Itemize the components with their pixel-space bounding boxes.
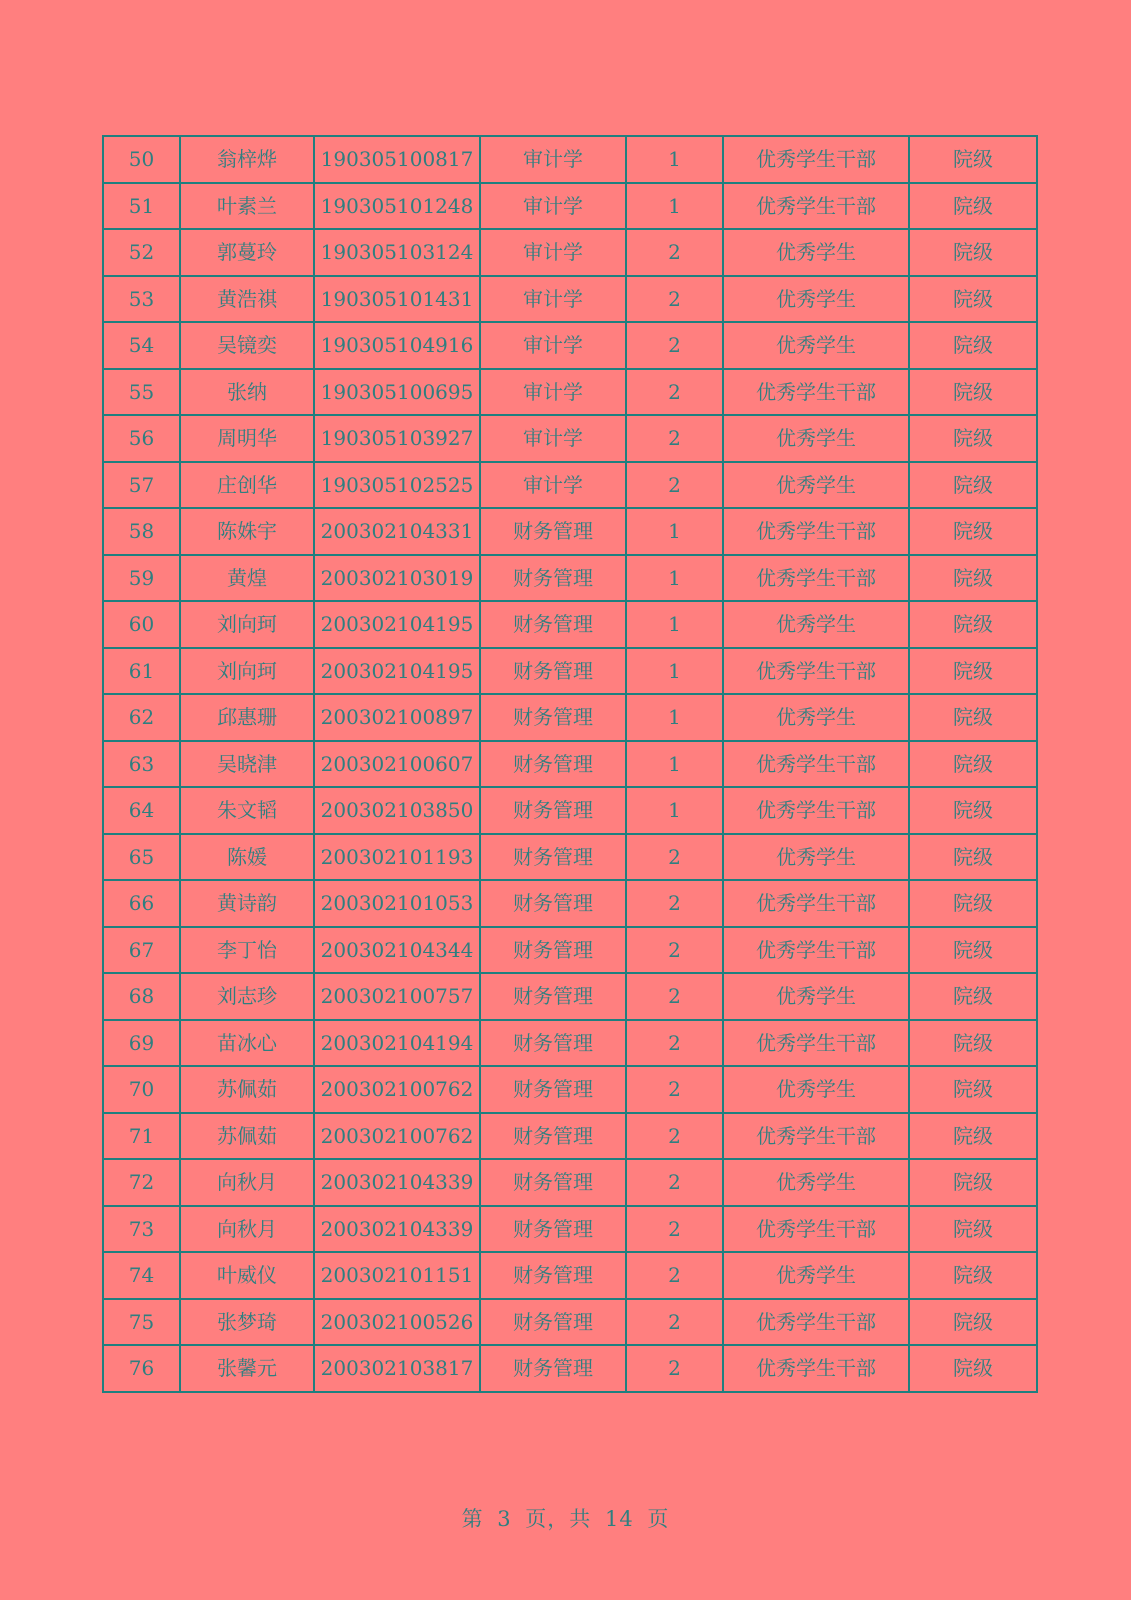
row-number-cell: 64 bbox=[103, 787, 180, 834]
major-cell: 财务管理 bbox=[480, 1159, 626, 1206]
student-name-cell: 张纳 bbox=[180, 369, 314, 416]
student-name-cell: 叶威仪 bbox=[180, 1252, 314, 1299]
student-id-cell: 190305104916 bbox=[314, 322, 480, 369]
student-id-cell: 190305100817 bbox=[314, 136, 480, 183]
table-row bbox=[103, 694, 1037, 741]
table-row bbox=[103, 183, 1037, 230]
row-number-cell: 55 bbox=[103, 369, 180, 416]
row-number-cell: 70 bbox=[103, 1066, 180, 1113]
major-cell: 财务管理 bbox=[480, 1299, 626, 1346]
student-name-cell: 张馨元 bbox=[180, 1345, 314, 1392]
table-row bbox=[103, 741, 1037, 788]
major-cell: 财务管理 bbox=[480, 927, 626, 974]
student-id-cell: 200302101053 bbox=[314, 880, 480, 927]
table-row bbox=[103, 1020, 1037, 1067]
grade-level-cell: 2 bbox=[626, 1159, 723, 1206]
student-name-cell: 朱文韬 bbox=[180, 787, 314, 834]
award-level-cell: 院级 bbox=[909, 276, 1037, 323]
row-number-cell: 62 bbox=[103, 694, 180, 741]
major-cell: 审计学 bbox=[480, 183, 626, 230]
major-cell: 财务管理 bbox=[480, 741, 626, 788]
award-level-cell: 院级 bbox=[909, 462, 1037, 509]
table-row bbox=[103, 1113, 1037, 1160]
student-id-cell: 200302104331 bbox=[314, 508, 480, 555]
student-name-cell: 刘志珍 bbox=[180, 973, 314, 1020]
award-level-cell: 院级 bbox=[909, 369, 1037, 416]
table-row bbox=[103, 1299, 1037, 1346]
major-cell: 财务管理 bbox=[480, 1020, 626, 1067]
major-cell: 财务管理 bbox=[480, 1206, 626, 1253]
row-number-cell: 69 bbox=[103, 1020, 180, 1067]
grade-level-cell: 2 bbox=[626, 1252, 723, 1299]
award-level-cell: 院级 bbox=[909, 787, 1037, 834]
grade-level-cell: 2 bbox=[626, 880, 723, 927]
major-cell: 财务管理 bbox=[480, 694, 626, 741]
award-title-cell: 优秀学生 bbox=[723, 694, 909, 741]
award-title-cell: 优秀学生干部 bbox=[723, 648, 909, 695]
row-number-cell: 67 bbox=[103, 927, 180, 974]
grade-level-cell: 1 bbox=[626, 787, 723, 834]
award-title-cell: 优秀学生 bbox=[723, 1066, 909, 1113]
table-row bbox=[103, 369, 1037, 416]
award-level-cell: 院级 bbox=[909, 973, 1037, 1020]
award-title-cell: 优秀学生干部 bbox=[723, 136, 909, 183]
grade-level-cell: 2 bbox=[626, 369, 723, 416]
row-number-cell: 76 bbox=[103, 1345, 180, 1392]
student-name-cell: 向秋月 bbox=[180, 1206, 314, 1253]
student-name-cell: 苏佩茹 bbox=[180, 1113, 314, 1160]
award-title-cell: 优秀学生 bbox=[723, 973, 909, 1020]
row-number-cell: 52 bbox=[103, 229, 180, 276]
award-level-cell: 院级 bbox=[909, 1113, 1037, 1160]
grade-level-cell: 1 bbox=[626, 508, 723, 555]
student-name-cell: 苏佩茹 bbox=[180, 1066, 314, 1113]
student-name-cell: 李丁怡 bbox=[180, 927, 314, 974]
award-level-cell: 院级 bbox=[909, 1345, 1037, 1392]
student-name-cell: 刘向珂 bbox=[180, 648, 314, 695]
grade-level-cell: 2 bbox=[626, 1345, 723, 1392]
student-id-cell: 200302100897 bbox=[314, 694, 480, 741]
student-name-cell: 黄诗韵 bbox=[180, 880, 314, 927]
student-name-cell: 郭蔓玲 bbox=[180, 229, 314, 276]
award-title-cell: 优秀学生干部 bbox=[723, 183, 909, 230]
award-title-cell: 优秀学生干部 bbox=[723, 1206, 909, 1253]
student-id-cell: 200302100607 bbox=[314, 741, 480, 788]
page-footer: 第 3 页，共 14 页 bbox=[461, 1507, 670, 1531]
student-name-cell: 陈姝宇 bbox=[180, 508, 314, 555]
major-cell: 财务管理 bbox=[480, 1345, 626, 1392]
award-table bbox=[102, 135, 1038, 1393]
row-number-cell: 73 bbox=[103, 1206, 180, 1253]
table-row bbox=[103, 1159, 1037, 1206]
row-number-cell: 71 bbox=[103, 1113, 180, 1160]
award-level-cell: 院级 bbox=[909, 927, 1037, 974]
student-id-cell: 190305101431 bbox=[314, 276, 480, 323]
row-number-cell: 50 bbox=[103, 136, 180, 183]
student-name-cell: 陈媛 bbox=[180, 834, 314, 881]
student-name-cell: 吴晓津 bbox=[180, 741, 314, 788]
award-title-cell: 优秀学生 bbox=[723, 1159, 909, 1206]
major-cell: 审计学 bbox=[480, 276, 626, 323]
grade-level-cell: 2 bbox=[626, 276, 723, 323]
major-cell: 财务管理 bbox=[480, 508, 626, 555]
student-name-cell: 黄煌 bbox=[180, 555, 314, 602]
row-number-cell: 66 bbox=[103, 880, 180, 927]
award-title-cell: 优秀学生 bbox=[723, 834, 909, 881]
award-title-cell: 优秀学生干部 bbox=[723, 1020, 909, 1067]
student-name-cell: 邱惠珊 bbox=[180, 694, 314, 741]
grade-level-cell: 2 bbox=[626, 834, 723, 881]
grade-level-cell: 1 bbox=[626, 183, 723, 230]
major-cell: 审计学 bbox=[480, 462, 626, 509]
grade-level-cell: 2 bbox=[626, 229, 723, 276]
row-number-cell: 57 bbox=[103, 462, 180, 509]
student-name-cell: 吴镜奕 bbox=[180, 322, 314, 369]
major-cell: 财务管理 bbox=[480, 834, 626, 881]
student-id-cell: 200302103817 bbox=[314, 1345, 480, 1392]
grade-level-cell: 2 bbox=[626, 927, 723, 974]
award-title-cell: 优秀学生干部 bbox=[723, 1299, 909, 1346]
grade-level-cell: 2 bbox=[626, 1113, 723, 1160]
award-title-cell: 优秀学生干部 bbox=[723, 1113, 909, 1160]
award-level-cell: 院级 bbox=[909, 1299, 1037, 1346]
award-title-cell: 优秀学生干部 bbox=[723, 880, 909, 927]
award-title-cell: 优秀学生 bbox=[723, 1252, 909, 1299]
award-level-cell: 院级 bbox=[909, 183, 1037, 230]
major-cell: 财务管理 bbox=[480, 648, 626, 695]
row-number-cell: 68 bbox=[103, 973, 180, 1020]
student-id-cell: 190305103124 bbox=[314, 229, 480, 276]
table-row bbox=[103, 880, 1037, 927]
student-id-cell: 200302100757 bbox=[314, 973, 480, 1020]
table-row bbox=[103, 648, 1037, 695]
award-level-cell: 院级 bbox=[909, 601, 1037, 648]
row-number-cell: 65 bbox=[103, 834, 180, 881]
table-row bbox=[103, 834, 1037, 881]
award-level-cell: 院级 bbox=[909, 1159, 1037, 1206]
student-name-cell: 叶素兰 bbox=[180, 183, 314, 230]
student-id-cell: 200302104339 bbox=[314, 1206, 480, 1253]
award-level-cell: 院级 bbox=[909, 880, 1037, 927]
award-level-cell: 院级 bbox=[909, 834, 1037, 881]
award-title-cell: 优秀学生干部 bbox=[723, 741, 909, 788]
grade-level-cell: 1 bbox=[626, 136, 723, 183]
grade-level-cell: 1 bbox=[626, 741, 723, 788]
table-row bbox=[103, 927, 1037, 974]
major-cell: 财务管理 bbox=[480, 1113, 626, 1160]
award-title-cell: 优秀学生 bbox=[723, 229, 909, 276]
award-title-cell: 优秀学生 bbox=[723, 601, 909, 648]
major-cell: 审计学 bbox=[480, 322, 626, 369]
table-row bbox=[103, 229, 1037, 276]
row-number-cell: 63 bbox=[103, 741, 180, 788]
major-cell: 财务管理 bbox=[480, 787, 626, 834]
award-level-cell: 院级 bbox=[909, 1206, 1037, 1253]
student-id-cell: 200302103850 bbox=[314, 787, 480, 834]
award-level-cell: 院级 bbox=[909, 415, 1037, 462]
table-row bbox=[103, 601, 1037, 648]
table-row bbox=[103, 1252, 1037, 1299]
major-cell: 财务管理 bbox=[480, 973, 626, 1020]
major-cell: 审计学 bbox=[480, 415, 626, 462]
student-name-cell: 庄创华 bbox=[180, 462, 314, 509]
row-number-cell: 56 bbox=[103, 415, 180, 462]
grade-level-cell: 2 bbox=[626, 1299, 723, 1346]
student-id-cell: 200302100762 bbox=[314, 1066, 480, 1113]
major-cell: 财务管理 bbox=[480, 601, 626, 648]
student-id-cell: 200302101151 bbox=[314, 1252, 480, 1299]
table-row bbox=[103, 555, 1037, 602]
award-level-cell: 院级 bbox=[909, 1252, 1037, 1299]
major-cell: 财务管理 bbox=[480, 1066, 626, 1113]
table-row bbox=[103, 462, 1037, 509]
award-level-cell: 院级 bbox=[909, 136, 1037, 183]
student-id-cell: 200302104195 bbox=[314, 601, 480, 648]
grade-level-cell: 1 bbox=[626, 555, 723, 602]
row-number-cell: 60 bbox=[103, 601, 180, 648]
award-title-cell: 优秀学生干部 bbox=[723, 369, 909, 416]
row-number-cell: 72 bbox=[103, 1159, 180, 1206]
student-id-cell: 200302104339 bbox=[314, 1159, 480, 1206]
award-level-cell: 院级 bbox=[909, 508, 1037, 555]
grade-level-cell: 1 bbox=[626, 601, 723, 648]
student-name-cell: 黄浩祺 bbox=[180, 276, 314, 323]
table-row bbox=[103, 973, 1037, 1020]
major-cell: 财务管理 bbox=[480, 880, 626, 927]
row-number-cell: 75 bbox=[103, 1299, 180, 1346]
grade-level-cell: 2 bbox=[626, 462, 723, 509]
major-cell: 审计学 bbox=[480, 229, 626, 276]
row-number-cell: 61 bbox=[103, 648, 180, 695]
award-title-cell: 优秀学生干部 bbox=[723, 787, 909, 834]
table-row bbox=[103, 1066, 1037, 1113]
student-id-cell: 190305101248 bbox=[314, 183, 480, 230]
award-title-cell: 优秀学生干部 bbox=[723, 555, 909, 602]
award-title-cell: 优秀学生 bbox=[723, 322, 909, 369]
major-cell: 审计学 bbox=[480, 136, 626, 183]
student-name-cell: 翁梓烨 bbox=[180, 136, 314, 183]
award-level-cell: 院级 bbox=[909, 322, 1037, 369]
student-name-cell: 周明华 bbox=[180, 415, 314, 462]
award-title-cell: 优秀学生干部 bbox=[723, 927, 909, 974]
grade-level-cell: 2 bbox=[626, 973, 723, 1020]
row-number-cell: 59 bbox=[103, 555, 180, 602]
table-body bbox=[103, 136, 1037, 1392]
award-level-cell: 院级 bbox=[909, 741, 1037, 788]
table-row bbox=[103, 508, 1037, 555]
grade-level-cell: 1 bbox=[626, 694, 723, 741]
student-id-cell: 200302104194 bbox=[314, 1020, 480, 1067]
table-row bbox=[103, 415, 1037, 462]
student-name-cell: 刘向珂 bbox=[180, 601, 314, 648]
table-row bbox=[103, 322, 1037, 369]
award-title-cell: 优秀学生 bbox=[723, 462, 909, 509]
table-row bbox=[103, 136, 1037, 183]
student-id-cell: 200302103019 bbox=[314, 555, 480, 602]
award-level-cell: 院级 bbox=[909, 694, 1037, 741]
student-id-cell: 190305100695 bbox=[314, 369, 480, 416]
student-id-cell: 190305102525 bbox=[314, 462, 480, 509]
major-cell: 财务管理 bbox=[480, 1252, 626, 1299]
award-title-cell: 优秀学生干部 bbox=[723, 508, 909, 555]
student-id-cell: 200302104195 bbox=[314, 648, 480, 695]
student-id-cell: 200302100762 bbox=[314, 1113, 480, 1160]
major-cell: 财务管理 bbox=[480, 555, 626, 602]
row-number-cell: 53 bbox=[103, 276, 180, 323]
student-name-cell: 张梦琦 bbox=[180, 1299, 314, 1346]
row-number-cell: 74 bbox=[103, 1252, 180, 1299]
grade-level-cell: 2 bbox=[626, 1020, 723, 1067]
table-row bbox=[103, 276, 1037, 323]
table-row bbox=[103, 787, 1037, 834]
student-name-cell: 苗冰心 bbox=[180, 1020, 314, 1067]
student-id-cell: 190305103927 bbox=[314, 415, 480, 462]
row-number-cell: 51 bbox=[103, 183, 180, 230]
row-number-cell: 58 bbox=[103, 508, 180, 555]
grade-level-cell: 2 bbox=[626, 322, 723, 369]
award-title-cell: 优秀学生干部 bbox=[723, 1345, 909, 1392]
award-level-cell: 院级 bbox=[909, 648, 1037, 695]
table-row bbox=[103, 1206, 1037, 1253]
award-title-cell: 优秀学生 bbox=[723, 415, 909, 462]
award-title-cell: 优秀学生 bbox=[723, 276, 909, 323]
student-id-cell: 200302101193 bbox=[314, 834, 480, 881]
grade-level-cell: 2 bbox=[626, 1206, 723, 1253]
major-cell: 审计学 bbox=[480, 369, 626, 416]
award-level-cell: 院级 bbox=[909, 1066, 1037, 1113]
award-level-cell: 院级 bbox=[909, 555, 1037, 602]
student-id-cell: 200302100526 bbox=[314, 1299, 480, 1346]
grade-level-cell: 1 bbox=[626, 648, 723, 695]
student-id-cell: 200302104344 bbox=[314, 927, 480, 974]
award-level-cell: 院级 bbox=[909, 229, 1037, 276]
table-row bbox=[103, 1345, 1037, 1392]
student-name-cell: 向秋月 bbox=[180, 1159, 314, 1206]
award-level-cell: 院级 bbox=[909, 1020, 1037, 1067]
grade-level-cell: 2 bbox=[626, 1066, 723, 1113]
row-number-cell: 54 bbox=[103, 322, 180, 369]
grade-level-cell: 2 bbox=[626, 415, 723, 462]
